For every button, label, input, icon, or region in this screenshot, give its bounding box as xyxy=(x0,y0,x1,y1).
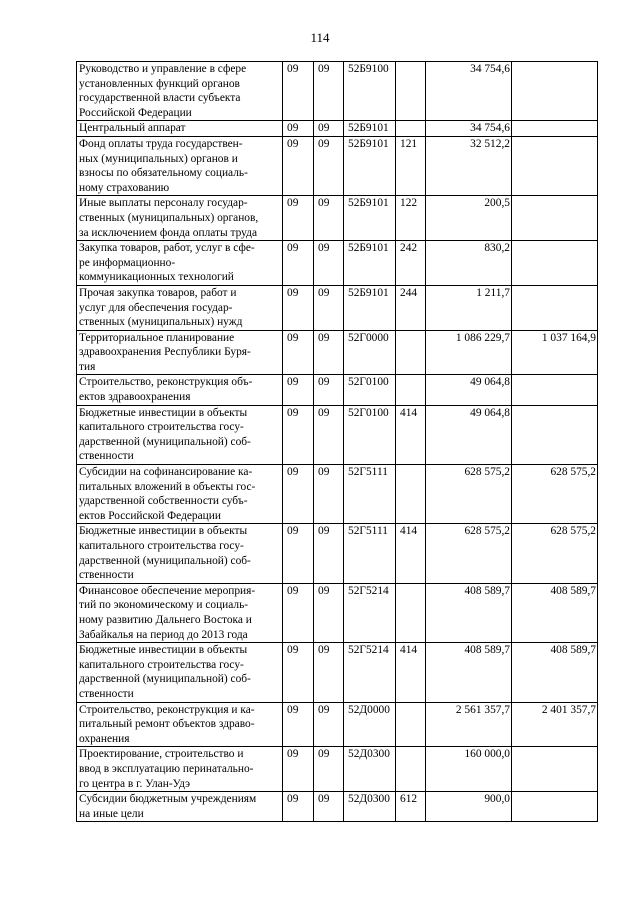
amount-federal-cell: 2 401 357,7 xyxy=(512,702,598,747)
section-code-cell: 09 xyxy=(283,196,314,241)
amount-federal-cell: 628 575,2 xyxy=(512,465,598,524)
table-row xyxy=(77,121,598,137)
amount-federal-cell: 408 589,7 xyxy=(512,643,598,702)
expense-name-line: ному развитию Дальнего Востока и xyxy=(79,613,252,626)
section-code-cell: 09 xyxy=(283,702,314,747)
expense-name-line: Руководство и управление в сфере xyxy=(79,63,247,75)
target-article-cell: 52Г0100 xyxy=(344,405,396,464)
table-row xyxy=(77,747,598,792)
expense-name-line: питальный ремонт объектов здраво- xyxy=(79,718,255,731)
expense-name-line: взносы по обязательному социаль- xyxy=(79,167,248,180)
section-code-cell: 09 xyxy=(283,62,314,121)
section-code-cell: 09 xyxy=(283,136,314,195)
table-row xyxy=(77,241,598,286)
amount-federal-cell xyxy=(512,747,598,792)
subsection-code-cell: 09 xyxy=(314,405,344,464)
expense-name-line: Финансовое обеспечение мероприя- xyxy=(79,584,256,597)
expense-type-cell xyxy=(396,330,426,375)
expense-name-line: ному страхованию xyxy=(79,181,170,194)
subsection-code-cell: 09 xyxy=(314,583,344,642)
amount-cell: 628 575,2 xyxy=(426,524,512,583)
expense-name-line: ственности xyxy=(79,450,134,463)
section-code-cell: 09 xyxy=(283,583,314,642)
expense-name-line: ввод в эксплуатацию перинатально- xyxy=(79,762,254,775)
expense-type-cell: 612 xyxy=(396,792,426,822)
amount-cell: 49 064,8 xyxy=(426,405,512,464)
subsection-code-cell: 09 xyxy=(314,196,344,241)
table-row xyxy=(77,196,598,241)
expense-name-cell xyxy=(77,121,283,137)
subsection-code-cell: 09 xyxy=(314,330,344,375)
target-article-cell: 52Г0100 xyxy=(344,375,396,405)
target-article-cell: 52Г5214 xyxy=(344,643,396,702)
table-row xyxy=(77,375,598,405)
expense-name-line: услуг для обеспечения государ- xyxy=(79,301,233,314)
expense-type-cell: 121 xyxy=(396,136,426,195)
target-article-cell: 52Б9101 xyxy=(344,136,396,195)
expense-name-cell xyxy=(77,792,283,822)
section-code-cell: 09 xyxy=(283,465,314,524)
expense-name-line: питальных вложений в объекты гос- xyxy=(79,480,256,493)
amount-federal-cell xyxy=(512,405,598,464)
expense-name-cell xyxy=(77,196,283,241)
page-number: 114 xyxy=(310,30,330,45)
amount-cell: 1 211,7 xyxy=(426,285,512,330)
expense-name-line: Проектирование, строительство и xyxy=(79,748,244,761)
expense-name-line: ударственной собственности субъ- xyxy=(79,495,248,508)
section-code-cell: 09 xyxy=(283,375,314,405)
subsection-code-cell: 09 xyxy=(314,375,344,405)
expense-name-line: Бюджетные инвестиции в объекты xyxy=(79,644,248,657)
table-row xyxy=(77,405,598,464)
expense-type-cell: 244 xyxy=(396,285,426,330)
subsection-code-cell: 09 xyxy=(314,285,344,330)
amount-federal-cell xyxy=(512,285,598,330)
target-article-cell: 52Г5214 xyxy=(344,583,396,642)
expense-name-line: дарственной (муниципальной) соб- xyxy=(79,673,251,686)
target-article-cell: 52Г5111 xyxy=(344,524,396,583)
expense-name-line: охранения xyxy=(79,732,130,745)
section-code-cell: 09 xyxy=(283,524,314,583)
expense-type-cell: 414 xyxy=(396,405,426,464)
expense-name-line: капитального строительства госу- xyxy=(79,658,244,671)
budget-table xyxy=(76,61,598,822)
expense-name-cell xyxy=(77,702,283,747)
expense-name-line: капитального строительства госу- xyxy=(79,421,244,434)
expense-type-cell: 414 xyxy=(396,643,426,702)
expense-name-line: Прочая закупка товаров, работ и xyxy=(79,286,237,299)
amount-federal-cell: 628 575,2 xyxy=(512,524,598,583)
expense-type-cell xyxy=(396,465,426,524)
amount-federal-cell xyxy=(512,792,598,822)
expense-name-cell xyxy=(77,524,283,583)
expense-name-line: Российской Федерации xyxy=(79,106,192,119)
expense-name-cell xyxy=(77,285,283,330)
expense-name-line: ре информационно- xyxy=(79,256,176,269)
table-row xyxy=(77,524,598,583)
target-article-cell: 52Г5111 xyxy=(344,465,396,524)
table-row xyxy=(77,285,598,330)
amount-federal-cell xyxy=(512,136,598,195)
amount-cell: 1 086 229,7 xyxy=(426,330,512,375)
section-code-cell: 09 xyxy=(283,792,314,822)
expense-name-line: за исключением фонда оплаты труда xyxy=(79,226,258,239)
expense-name-line: ектов здравоохранения xyxy=(79,391,191,404)
target-article-cell: 52Б9101 xyxy=(344,121,396,137)
target-article-cell: 52Г0000 xyxy=(344,330,396,375)
table-row xyxy=(77,702,598,747)
subsection-code-cell: 09 xyxy=(314,792,344,822)
section-code-cell: 09 xyxy=(283,121,314,137)
expense-name-line: Бюджетные инвестиции в объекты xyxy=(79,406,248,419)
expense-name-line: Забайкалья на период до 2013 года xyxy=(79,628,248,641)
expense-name-cell xyxy=(77,136,283,195)
subsection-code-cell: 09 xyxy=(314,241,344,286)
table-row xyxy=(77,330,598,375)
subsection-code-cell: 09 xyxy=(314,62,344,121)
expense-name-line: Закупка товаров, работ, услуг в сфе- xyxy=(79,242,255,255)
table-row xyxy=(77,643,598,702)
expense-name-line: Бюджетные инвестиции в объекты xyxy=(79,525,248,538)
expense-name-line: Территориальное планирование xyxy=(79,331,235,344)
subsection-code-cell: 09 xyxy=(314,643,344,702)
section-code-cell: 09 xyxy=(283,405,314,464)
expense-name-line: здравоохранения Республики Буря- xyxy=(79,346,251,359)
expense-name-line: дарственной (муниципальной) соб- xyxy=(79,554,251,567)
expense-name-line: Строительство, реконструкция объ- xyxy=(79,376,253,389)
section-code-cell: 09 xyxy=(283,285,314,330)
subsection-code-cell: 09 xyxy=(314,702,344,747)
amount-cell: 2 561 357,7 xyxy=(426,702,512,747)
section-code-cell: 09 xyxy=(283,241,314,286)
amount-cell: 34 754,6 xyxy=(426,121,512,137)
expense-type-cell xyxy=(396,375,426,405)
expense-type-cell: 242 xyxy=(396,241,426,286)
target-article-cell: 52Б9101 xyxy=(344,196,396,241)
expense-name-line: капитального строительства госу- xyxy=(79,540,244,552)
expense-name-line: Центральный аппарат xyxy=(79,122,186,135)
expense-name-line: Субсидии на софинансирование ка- xyxy=(79,466,253,479)
expense-name-line: тий по экономическому и социаль- xyxy=(79,599,249,612)
expense-name-line: Субсидии бюджетным учреждениям xyxy=(79,793,257,806)
expense-name-line: дарственной (муниципальной) соб- xyxy=(79,435,251,448)
expense-name-cell xyxy=(77,583,283,642)
expense-name-cell xyxy=(77,241,283,286)
target-article-cell: 52Б9101 xyxy=(344,241,396,286)
subsection-code-cell: 09 xyxy=(314,121,344,137)
amount-cell: 628 575,2 xyxy=(426,465,512,524)
subsection-code-cell: 09 xyxy=(314,524,344,583)
amount-cell: 408 589,7 xyxy=(426,583,512,642)
expense-type-cell xyxy=(396,62,426,121)
expense-name-line: ственных (муниципальных) органов, xyxy=(79,211,259,224)
target-article-cell: 52Д0000 xyxy=(344,702,396,747)
amount-federal-cell: 408 589,7 xyxy=(512,583,598,642)
expense-name-line: го центра в г. Улан-Удэ xyxy=(79,777,191,790)
expense-name-line: ственности xyxy=(79,569,134,582)
section-code-cell: 09 xyxy=(283,330,314,375)
amount-federal-cell xyxy=(512,241,598,286)
expense-name-line: ственности xyxy=(79,687,134,700)
amount-federal-cell xyxy=(512,196,598,241)
target-article-cell: 52Д0300 xyxy=(344,792,396,822)
expense-name-line: на иные цели xyxy=(79,807,144,820)
expense-name-line: установленных функций органов xyxy=(79,77,240,90)
expense-type-cell xyxy=(396,747,426,792)
expense-name-line: государственной власти субъекта xyxy=(79,92,241,105)
expense-type-cell xyxy=(396,121,426,137)
table-row xyxy=(77,792,598,822)
subsection-code-cell: 09 xyxy=(314,136,344,195)
expense-name-cell xyxy=(77,405,283,464)
target-article-cell: 52Б9101 xyxy=(344,285,396,330)
target-article-cell: 52Б9100 xyxy=(344,62,396,121)
expense-name-cell xyxy=(77,643,283,702)
expense-type-cell xyxy=(396,702,426,747)
amount-federal-cell xyxy=(512,375,598,405)
expense-name-cell xyxy=(77,62,283,121)
amount-cell: 160 000,0 xyxy=(426,747,512,792)
expense-name-cell xyxy=(77,747,283,792)
expense-type-cell xyxy=(396,583,426,642)
subsection-code-cell: 09 xyxy=(314,465,344,524)
expense-name-cell xyxy=(77,330,283,375)
amount-federal-cell xyxy=(512,62,598,121)
table-row xyxy=(77,465,598,524)
amount-cell: 408 589,7 xyxy=(426,643,512,702)
expense-name-line: ектов Российской Федерации xyxy=(79,509,221,522)
expense-name-line: тия xyxy=(79,360,96,373)
amount-cell: 200,5 xyxy=(426,196,512,241)
section-code-cell: 09 xyxy=(283,747,314,792)
expense-name-cell xyxy=(77,465,283,524)
expense-name-line: Фонд оплаты труда государствен- xyxy=(79,137,243,150)
expense-name-cell xyxy=(77,375,283,405)
table-row xyxy=(77,583,598,642)
expense-type-cell: 122 xyxy=(396,196,426,241)
table-row xyxy=(77,62,598,121)
amount-federal-cell: 1 037 164,9 xyxy=(512,330,598,375)
amount-cell: 32 512,2 xyxy=(426,136,512,195)
amount-cell: 49 064,8 xyxy=(426,375,512,405)
amount-cell: 830,2 xyxy=(426,241,512,286)
expense-name-line: коммуникационных технологий xyxy=(79,271,234,284)
expense-name-line: Строительство, реконструкция и ка- xyxy=(79,703,255,716)
table-row xyxy=(77,136,598,195)
amount-cell: 34 754,6 xyxy=(426,62,512,121)
amount-federal-cell xyxy=(512,121,598,137)
subsection-code-cell: 09 xyxy=(314,747,344,792)
amount-cell: 900,0 xyxy=(426,792,512,822)
expense-type-cell: 414 xyxy=(396,524,426,583)
expense-name-line: ных (муниципальных) органов и xyxy=(79,152,238,165)
expense-name-line: Иные выплаты персоналу государ- xyxy=(79,197,248,210)
expense-name-line: ственных (муниципальных) нужд xyxy=(79,316,243,329)
section-code-cell: 09 xyxy=(283,643,314,702)
target-article-cell: 52Д0300 xyxy=(344,747,396,792)
